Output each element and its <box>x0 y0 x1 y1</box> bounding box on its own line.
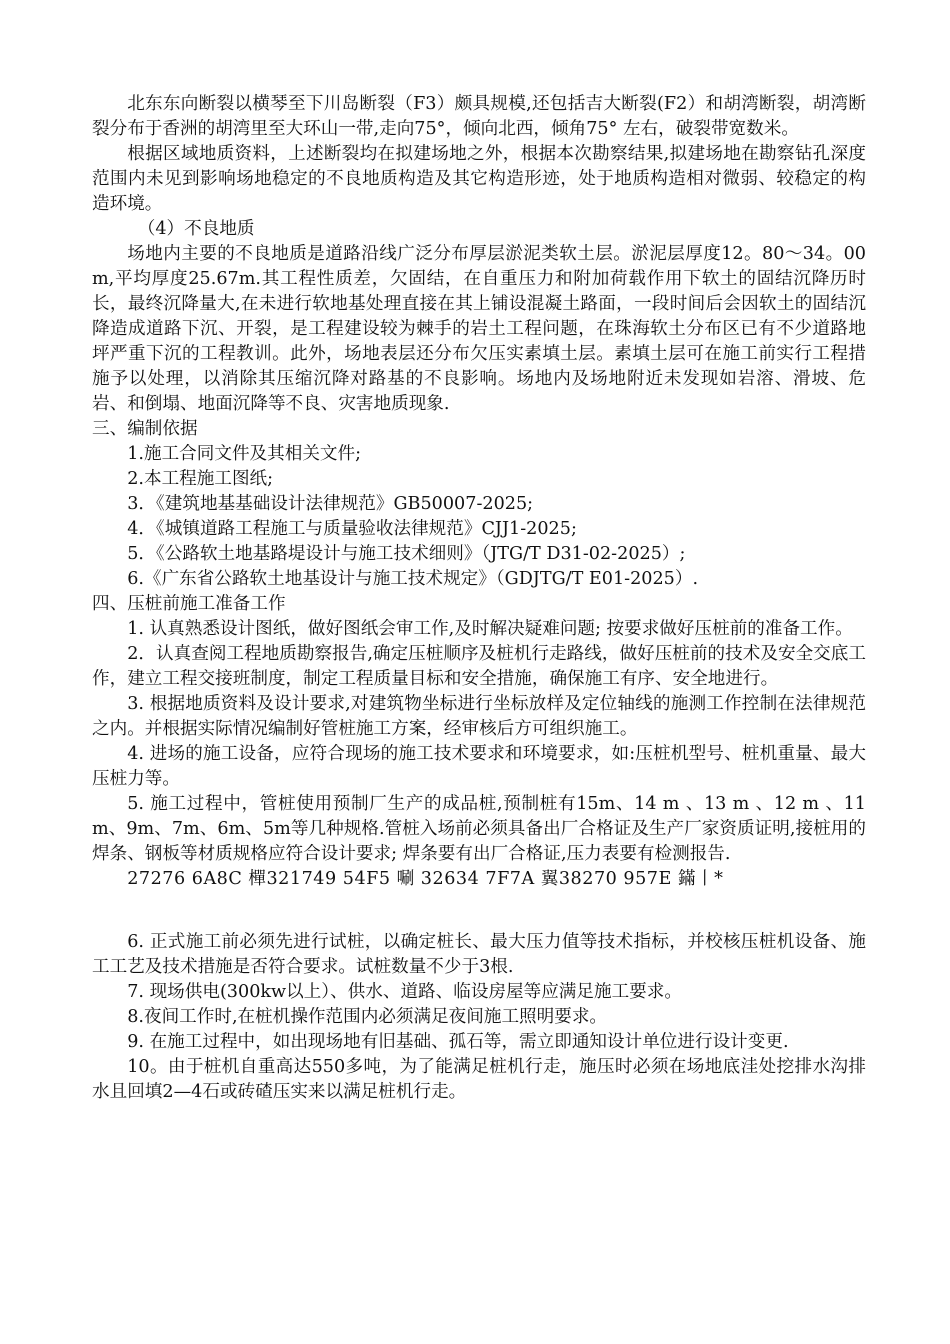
paragraph-faults: 北东东向断裂以横琴至下川岛断裂（F3）颇具规模,还包括吉大断裂(F2）和胡湾断裂，胡湾断裂分布于香洲的胡湾里至大环山一带,走向75°，倾向北西，倾角75° 左右，破裂带宽数米。 <box>92 94 866 139</box>
paragraph-site-stability: 根据区域地质资料，上述断裂均在拟建场地之外，根据本次勘察结果,拟建场地在勘察钻孔深度范围内未见到影响场地稳定的不良地质构造及其它构造形迹，处于地质构造相对微弱、较稳定的构造环境。 <box>92 144 866 214</box>
section-3-heading: 三、编制依据 <box>92 419 198 439</box>
section-4-heading: 四、压桩前施工准备工作 <box>92 594 286 614</box>
section-3-item: 2.本工程施工图纸; <box>127 469 274 489</box>
blank-gap <box>92 892 866 930</box>
section-3-item: 3．《建筑地基基础设计法律规范》GB50007-2025; <box>127 494 534 514</box>
section-3-item: 1.施工合同文件及其相关文件; <box>127 444 362 464</box>
section-4-item: 6. 正式施工前必须先进行试桩，以确定桩长、最大压力值等技术指标，并校核压桩机设备、施工工艺及技术措施是否符合要求。试桩数量不少于3根. <box>92 932 866 977</box>
section-4-item: 5. 施工过程中，管桩使用预制厂生产的成品桩,预制桩有15m、14 m 、13 m 、12 m 、11m、9m、7m、6m、5m等几种规格.管桩入场前必须具备出厂合格证及生产厂家资质证明,接桩用的焊条、钢板等材质规格应符合设计要求; 焊条要有出厂合格证,压力表要有检测报告. <box>92 794 866 864</box>
section-4-item: 9. 在施工过程中，如出现场地有旧基础、孤石等，需立即通知设计单位进行设计变更. <box>127 1032 789 1052</box>
section-4-item: 2．认真查阅工程地质勘察报告,确定压桩顺序及桩机行走路线，做好压桩前的技术及安全交底工作，建立工程交接班制度，制定工程质量目标和安全措施，确保施工有序、安全地进行。 <box>92 644 866 689</box>
subheading-bad-geology: （4）不良地质 <box>137 219 255 239</box>
section-4-item: 3. 根据地质资料及设计要求,对建筑物坐标进行坐标放样及定位轴线的施测工作控制在法律规范之内。并根据实际情况编制好管桩施工方案，经审核后方可组织施工。 <box>92 694 866 739</box>
section-4-item: 8.夜间工作时,在桩机操作范围内必须满足夜间施工照明要求。 <box>127 1007 608 1027</box>
section-4-item: 10。由于桩机自重高达550多吨，为了能满足桩机行走，施压时必须在场地底洼处挖排水沟排水且回填2—4石或砖碴压实来以满足桩机行走。 <box>92 1057 866 1102</box>
section-3-item: 5．《公路软土地基路堤设计与施工技术细则》（JTG/T D31-02-2025）; <box>127 544 686 564</box>
section-3-item: 4．《城镇道路工程施工与质量验收法律规范》CJJ1-2025; <box>127 519 577 539</box>
garbled-code-line: 27276 6A8C 樿321749 54F5 唰 32634 7F7A 翼38270 957E 鏋丨* <box>127 869 724 889</box>
section-4-item: 4. 进场的施工设备，应符合现场的施工技术要求和环境要求，如:压桩机型号、桩机重量、最大压桩力等。 <box>92 744 866 789</box>
section-3-item: 6.《广东省公路软土地基设计与施工技术规定》（GDJTG/T E01-2025）. <box>127 569 699 589</box>
section-4-item: 7. 现场供电(300kw以上）、供水、道路、临设房屋等应满足施工要求。 <box>127 982 682 1002</box>
section-4-item: 1. 认真熟悉设计图纸，做好图纸会审工作,及时解决疑难问题; 按要求做好压桩前的准备工作。 <box>127 619 853 639</box>
paragraph-bad-geology: 场地内主要的不良地质是道路沿线广泛分布厚层淤泥类软土层。淤泥层厚度12。80～34。00m,平均厚度25.67m.其工程性质差，欠固结，在自重压力和附加荷载作用下软土的固结沉降历时长，最终沉降量大,在未进行软地基处理直接在其上铺设混凝土路面，一段时间后会因软土的固结沉降造成道路下沉、开裂，是工程建设较为棘手的岩土工程问题，在珠海软土分布区已有不少道路地坪严重下沉的工程教训。此外，场地表层还分布欠压实素填土层。素填土层可在施工前实行工程措施予以处理，以消除其压缩沉降对路基的不良影响。场地内及场地附近未发现如岩溶、滑坡、危岩、和倒塌、地面沉降等不良、灾害地质现象. <box>92 244 866 414</box>
